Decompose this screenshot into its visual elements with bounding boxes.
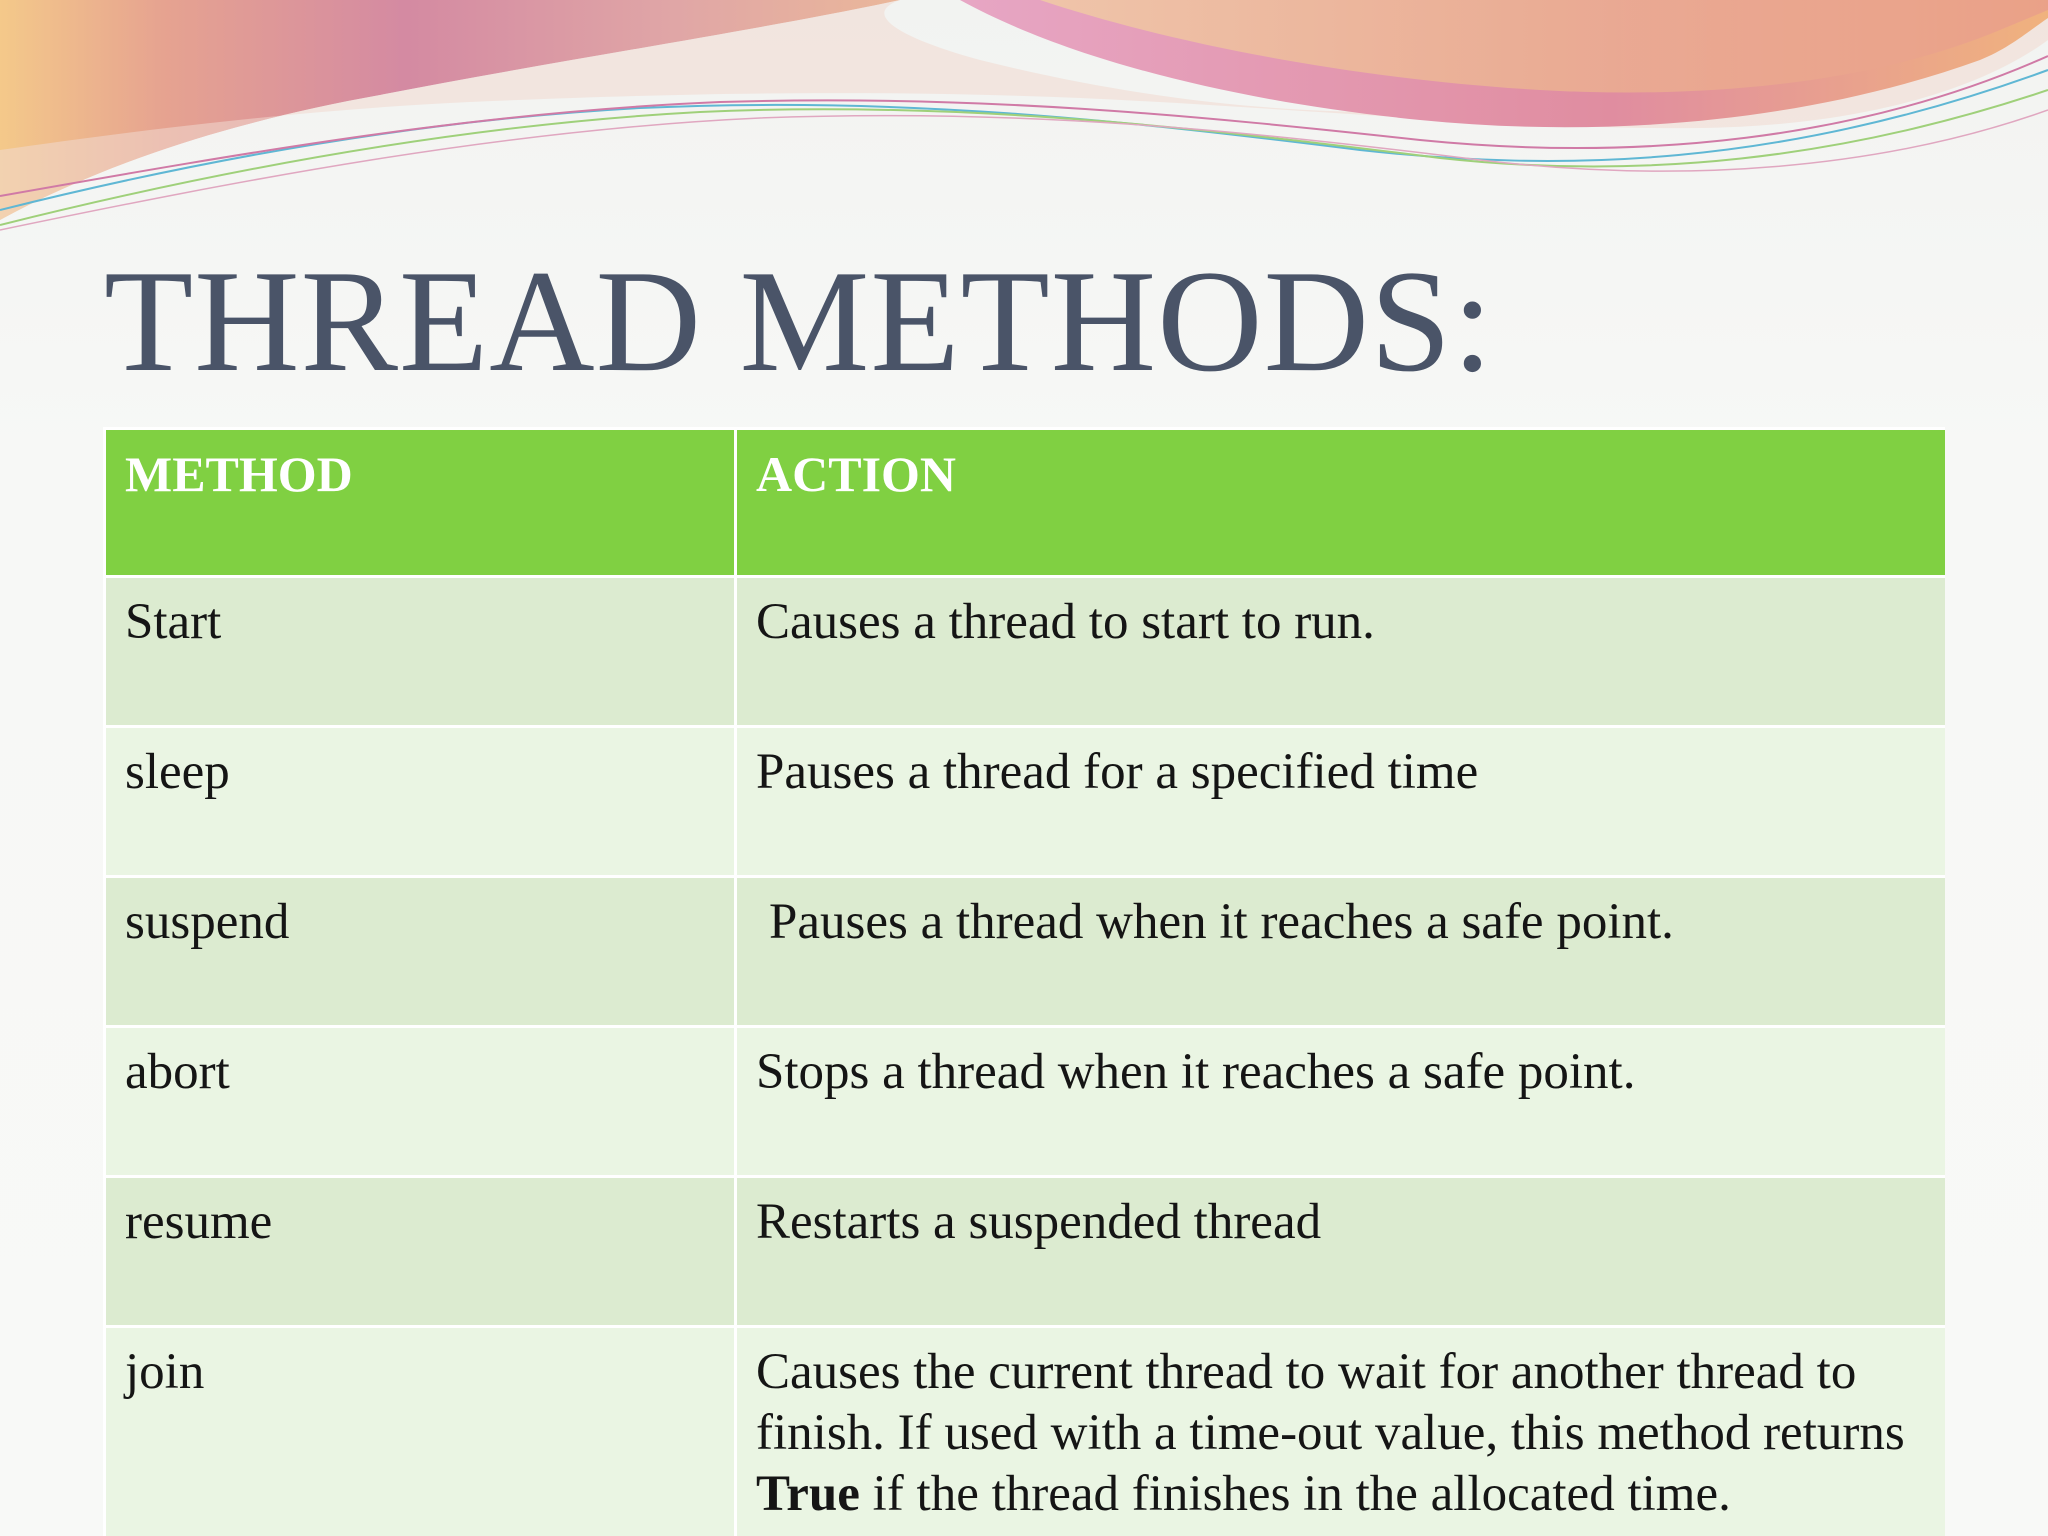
table-header-row — [105, 429, 1946, 577]
slide-title: THREAD METHODS: — [104, 240, 1494, 402]
method-cell: Start — [105, 577, 736, 727]
decorative-wave-banner — [0, 0, 2048, 260]
column-header-method: METHOD — [105, 429, 736, 577]
action-cell — [736, 1327, 1946, 1536]
column-header-action: ACTION — [736, 429, 1946, 577]
action-cell: Restarts a suspended thread — [736, 1177, 1946, 1327]
action-cell: Pauses a thread for a specified time — [736, 727, 1946, 877]
table-row — [105, 1177, 1946, 1327]
table-row — [105, 1327, 1946, 1536]
thread-methods-table — [103, 427, 1945, 1536]
action-text: Causes the current thread to wait for another thread to finish. If used with a time-out value, this method returns — [756, 1344, 1905, 1461]
action-cell: Stops a thread when it reaches a safe point. — [736, 1027, 1946, 1177]
action-text: if the thread finishes in the allocated time. — [859, 1466, 1731, 1522]
method-cell: sleep — [105, 727, 736, 877]
table-row — [105, 727, 1946, 877]
action-cell: Causes a thread to start to run. — [736, 577, 1946, 727]
method-cell: join — [105, 1327, 736, 1536]
table-row — [105, 577, 1946, 727]
method-cell: abort — [105, 1027, 736, 1177]
action-bold-text: True — [756, 1466, 860, 1522]
method-cell: resume — [105, 1177, 736, 1327]
table-row — [105, 1027, 1946, 1177]
action-cell: Pauses a thread when it reaches a safe point. — [736, 877, 1946, 1027]
thread-methods-table-container — [103, 427, 1945, 1536]
table-row — [105, 877, 1946, 1027]
method-cell: suspend — [105, 877, 736, 1027]
